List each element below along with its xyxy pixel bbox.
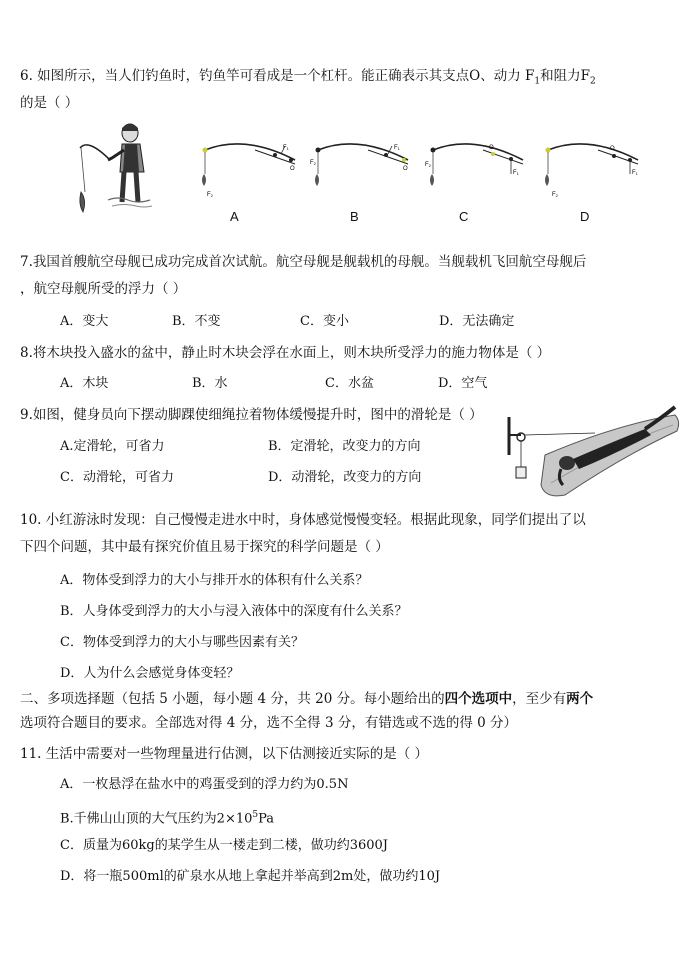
mark-o-b: O — [403, 166, 408, 172]
section2-bold-b: 两个 — [566, 691, 594, 707]
q9-option-b: B．定滑轮，改变力的方向 — [268, 439, 421, 454]
q11-option-a: A．一枚悬浮在盐水中的鸡蛋受到的浮力约为0.5N — [60, 777, 349, 792]
q11-option-d: D．将一瓶500ml的矿泉水从地上拿起并举高到2m处，做功约10J — [60, 869, 441, 884]
mark-f1-a: F1 — [283, 145, 289, 151]
figure-a — [202, 144, 295, 198]
q8-option-d: D．空气 — [438, 376, 488, 391]
q8-option-b: B．水 — [192, 376, 228, 391]
q9-option-a: A.定滑轮，可省力 — [60, 439, 165, 454]
figure-label-a: A — [230, 209, 239, 224]
q6-text-a: 6. 如图所示，当人们钓鱼时，钓鱼竿可看成是一个杠杆。能正确表示其支点O、动力 F — [20, 68, 535, 84]
mark-f2-c: F2 — [425, 162, 431, 168]
figure-label-b: B — [350, 209, 359, 224]
mark-o-c: O — [489, 145, 494, 151]
q6-f2-sub: 2 — [590, 76, 596, 87]
mark-f1-d: F1 — [632, 170, 638, 176]
mark-f2-b: F2 — [310, 160, 316, 166]
fisherman-figure — [78, 120, 158, 218]
figure-b — [310, 144, 408, 186]
q10-option-a: A．物体受到浮力的大小与排开水的体积有什么关系？ — [60, 573, 369, 588]
section2-text-a: 二、多项选择题（包括 5 小题，每小题 4 分，共 20 分。每小题给出的 — [20, 691, 445, 707]
q7-option-b: B．不变 — [172, 314, 221, 329]
q11-option-b — [60, 806, 274, 828]
q11-option-b-unit: Pa — [258, 811, 275, 827]
q11-line1: 11. 生活中需要对一些物理量进行估测，以下估测接近实际的是（ ） — [20, 746, 429, 762]
q7-line2: ，航空母舰所受的浮力（ ） — [20, 281, 187, 297]
pulley-exercise-figure — [495, 405, 681, 500]
q10-option-d: D．人为什么会感觉身体变轻？ — [60, 666, 240, 681]
mark-f1-c: F1 — [513, 170, 519, 176]
mark-f2-a: F2 — [207, 192, 213, 198]
q6-line2: 的是（ ） — [20, 95, 79, 111]
figure-label-c: C — [459, 209, 469, 224]
q6-options-figures — [195, 140, 638, 200]
figure-label-d: D — [580, 209, 590, 224]
mark-f2-d: F2 — [552, 192, 558, 198]
q11-option-b-exponent: 5 — [252, 810, 259, 820]
q10-option-b: B．人身体受到浮力的大小与浸入液体中的深度有什么关系？ — [60, 604, 408, 619]
figure-c — [425, 144, 523, 186]
q10-line1: 10. 小红游泳时发现：自己慢慢走进水中时，身体感觉慢慢变轻。根据此现象，同学们提出了以 — [20, 512, 586, 528]
q7-option-a: A．变大 — [60, 314, 109, 329]
mark-o-d: O — [610, 146, 615, 152]
section2-line2: 选项符合题目的要求。全部选对得 4 分，选不全得 3 分，有错选或不选的得 0 分） — [20, 715, 518, 731]
q9-option-c: C．动滑轮，可省力 — [60, 470, 174, 485]
q6-line1 — [20, 67, 596, 91]
mark-f1-b: F1 — [394, 145, 400, 151]
q7-option-d: D．无法确定 — [439, 314, 515, 329]
q11-option-c: C．质量为60kg的某学生从一楼走到二楼，做功约3600J — [60, 838, 388, 853]
q7-line1: 7.我国首艘航空母舰已成功完成首次试航。航空母舰是舰载机的母舰。当舰载机飞回航空母舰后 — [20, 254, 587, 270]
q10-line2: 下四个问题，其中最有探究价值且易于探究的科学问题是（ ） — [20, 539, 389, 555]
section2-text-b: ，至少有 — [512, 691, 567, 707]
q8-option-a: A．木块 — [60, 376, 109, 391]
q8-option-c: C．水盆 — [325, 376, 374, 391]
q8-line1: 8.将木块投入盛水的盆中，静止时木块会浮在水面上，则木块所受浮力的施力物体是（ ） — [20, 345, 551, 361]
q9-line1: 9.如图，健身员向下摆动脚踝使细绳拉着物体缓慢提升时，图中的滑轮是（ ） — [20, 407, 483, 423]
q11-option-b-text: B.千佛山山顶的大气压约为2×10 — [60, 811, 253, 827]
section2-bold-a: 四个选项中 — [444, 691, 513, 707]
figure-d — [545, 144, 639, 198]
section2-line1 — [20, 690, 593, 708]
q7-option-c: C．变小 — [300, 314, 349, 329]
q9-option-d: D．动滑轮，改变力的方向 — [268, 470, 422, 485]
q6-text-b: 和阻力F — [540, 68, 591, 84]
q6-f1-sub: 1 — [534, 76, 541, 87]
mark-o-a: O — [290, 166, 295, 172]
q10-option-c: C．物体受到浮力的大小与哪些因素有关？ — [60, 635, 304, 650]
